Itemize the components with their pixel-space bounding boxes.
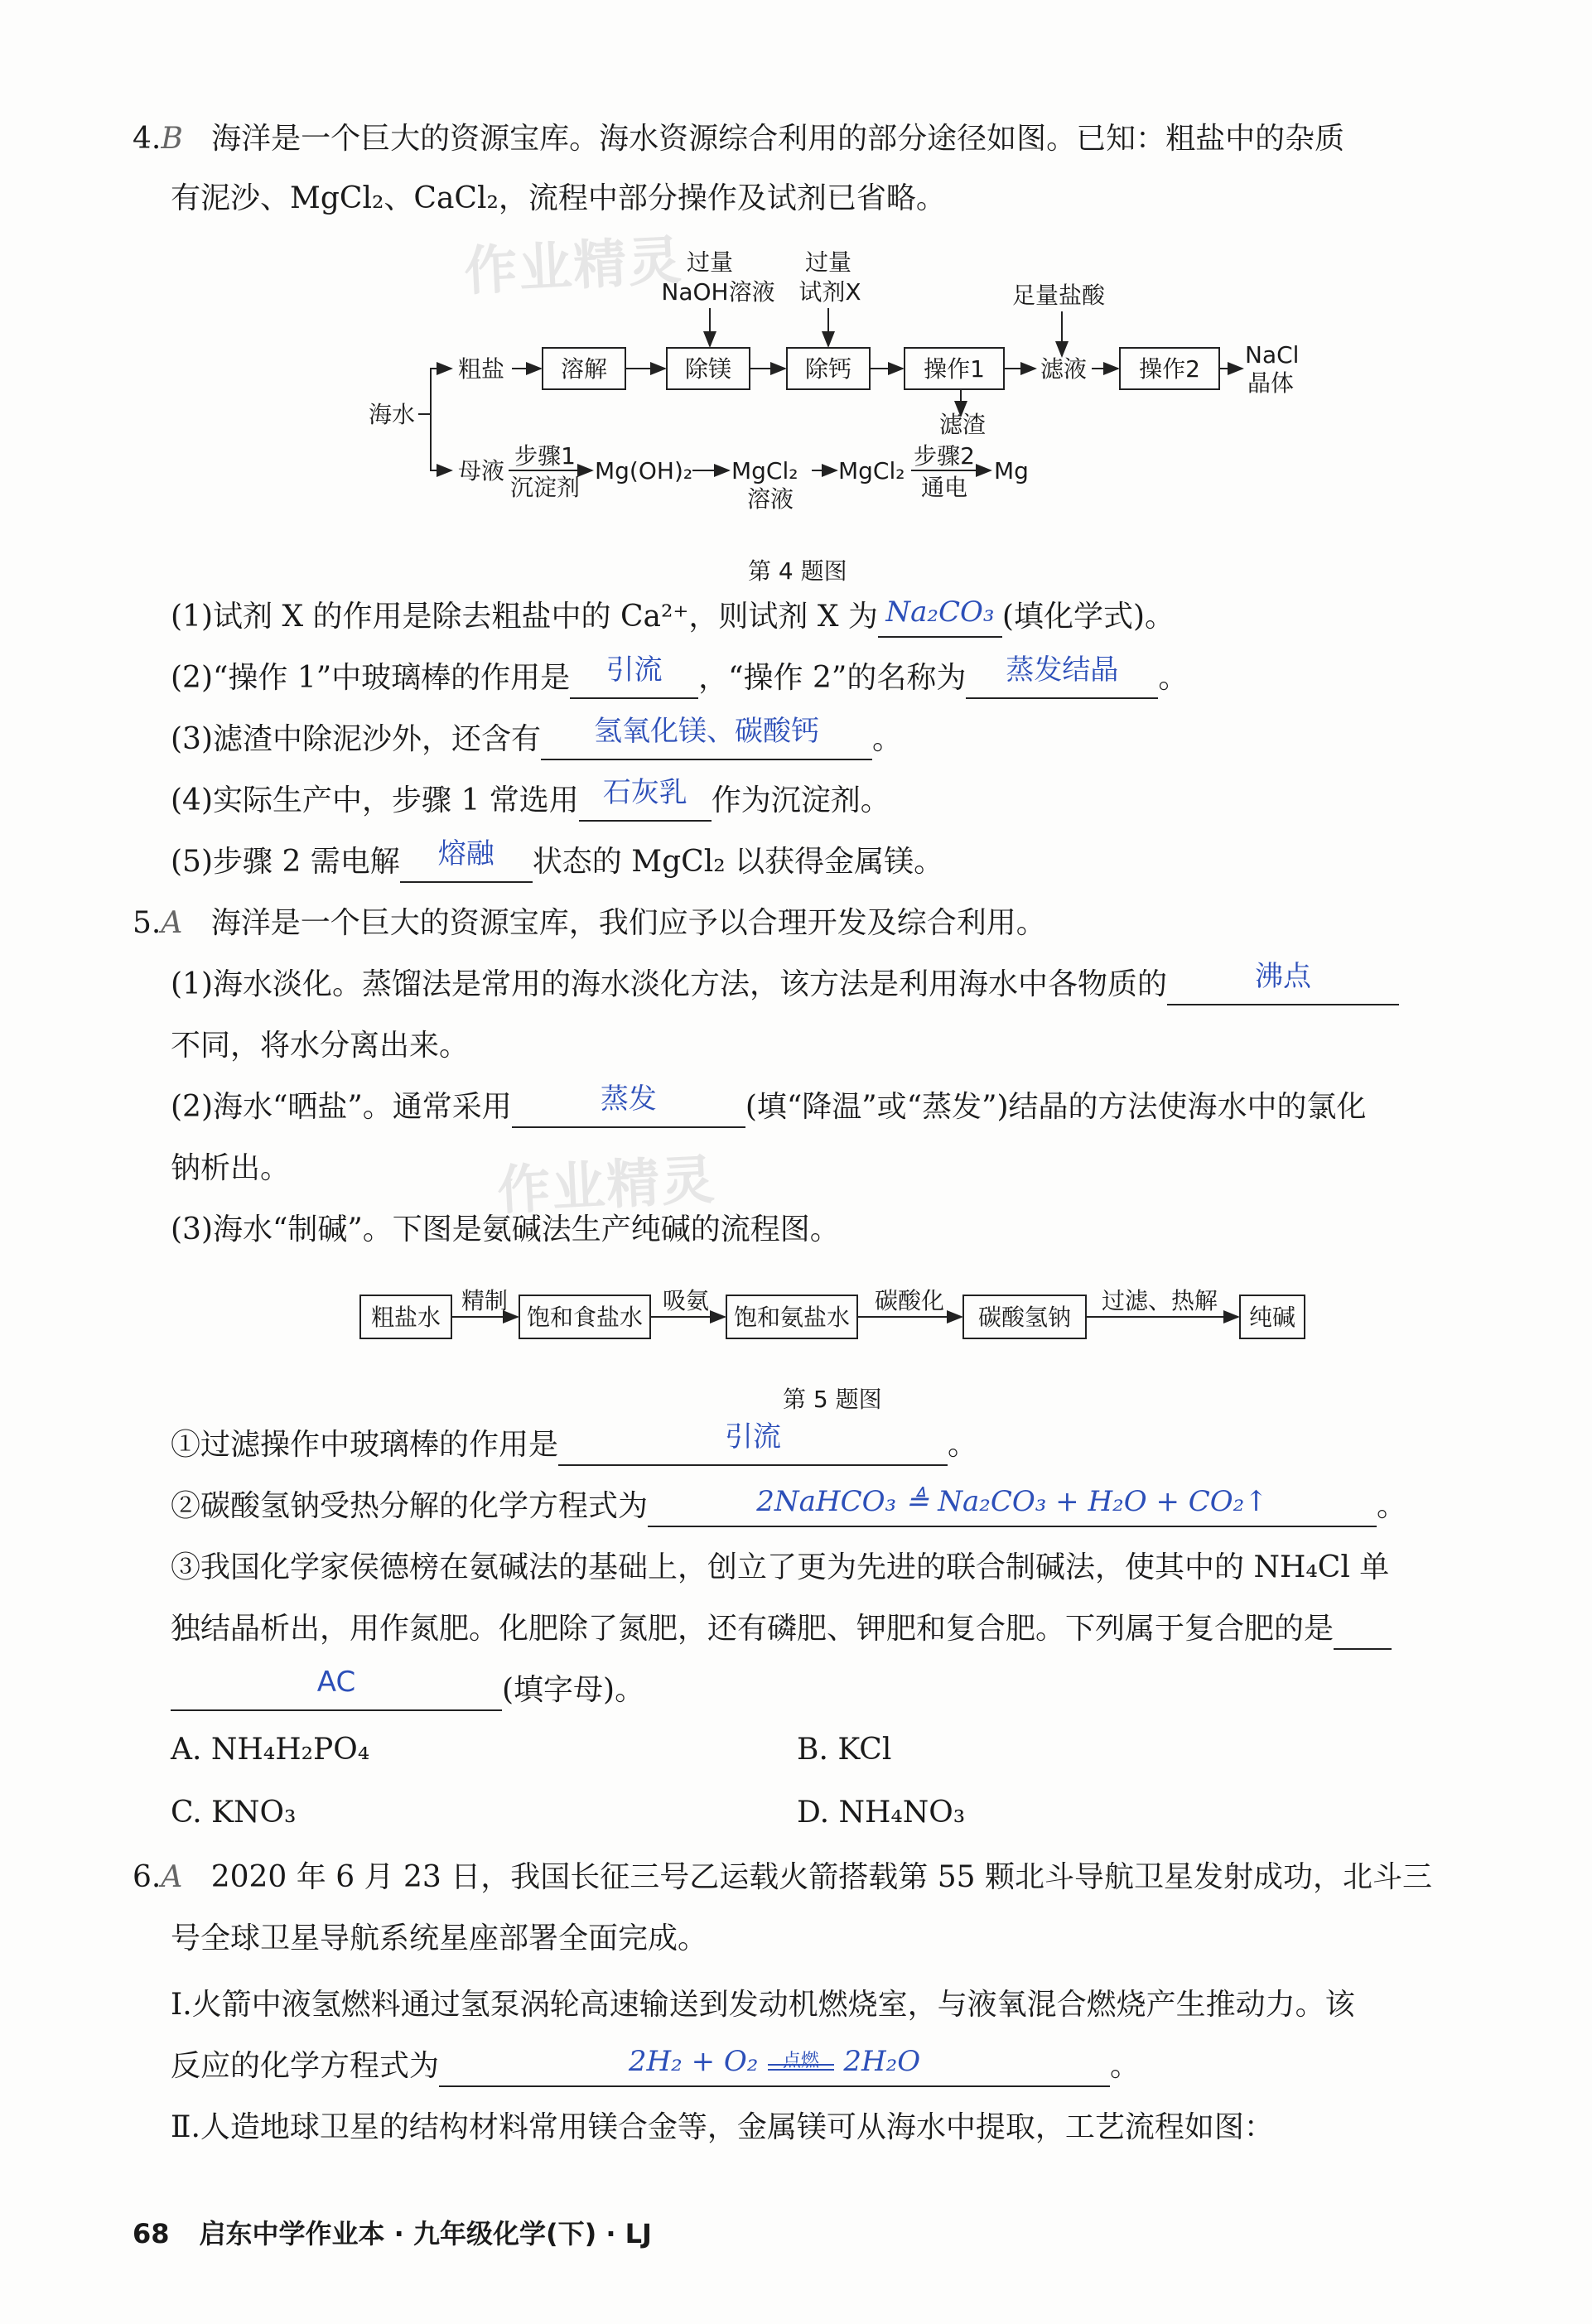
- q6-answer-condition: [768, 2051, 834, 2071]
- q5-sub2-suffix: 。: [1377, 1489, 1407, 1523]
- q5-part2-cont: 钠析出。: [171, 1151, 291, 1185]
- label-reagent2-b: 试剂X: [798, 278, 861, 306]
- q5-option-d: D. NH₄NO₃: [797, 1796, 966, 1830]
- label-precipitant: 沉淀剂: [509, 474, 581, 501]
- q4-part5-suffix: 状态的 MgCl₂ 以获得金属镁。: [532, 845, 944, 879]
- label-crude-brine: 粗盐水: [370, 1304, 441, 1331]
- label-remove-ca: 除钙: [804, 355, 852, 383]
- q4-part5-text: (5)步骤 2 需电解: [171, 845, 400, 879]
- q5-part2-suffix: (填“降温”或“蒸发”)结晶的方法使海水中的氯化: [745, 1090, 1367, 1124]
- q5-sub2-text: ②碳酸氢钠受热分解的化学方程式为: [171, 1489, 649, 1523]
- q5-part1-cont: 不同，将水分离出来。: [171, 1029, 470, 1063]
- q5-sub2-answer: 2NaHCO₃ ≜ Na₂CO₃ + H₂O + CO₂↑: [756, 1485, 1268, 1518]
- q5-part2-answer: 蒸发: [600, 1082, 657, 1116]
- q6-part2-line: Ⅱ.人造地球卫星的结构材料常用镁合金等，金属镁可从海水中提取，工艺流程如图：: [171, 2110, 1274, 2144]
- q4-caption: 第 4 题图: [748, 557, 847, 585]
- label-mother-liquor: 母液: [458, 457, 505, 485]
- q4-part1-text: (1)试剂 X 的作用是除去粗盐中的 Ca²⁺，则试剂 X 为: [171, 600, 878, 634]
- q5-sub2: [171, 1487, 1406, 1527]
- label-op1: 操作1: [924, 355, 985, 383]
- label-refine: 精制: [461, 1287, 509, 1314]
- book-title: 启东中学作业本 · 九年级化学(下) · LJ: [199, 2218, 652, 2249]
- label-crystal: 晶体: [1247, 369, 1295, 397]
- label-dissolve: 溶解: [560, 355, 608, 383]
- q4-part3-suffix: 。: [872, 722, 903, 756]
- q5-caption: 第 5 题图: [783, 1386, 882, 1413]
- q5-sub1-text: ①过滤操作中玻璃棒的作用是: [171, 1428, 559, 1462]
- q5-option-c: C. KNO₃: [171, 1796, 297, 1830]
- q6-number: 6.: [133, 1860, 162, 1894]
- label-soda-ash: 纯碱: [1248, 1304, 1296, 1331]
- label-ammoniated-brine: 饱和氨盐水: [733, 1304, 851, 1331]
- q4-part4-text: (4)实际生产中，步骤 1 常选用: [171, 784, 579, 817]
- q6-stem-line1: 2020 年 6 月 23 日，我国长征三号乙运载火箭搭载第 55 颗北斗导航卫星发射成功，北斗三: [210, 1860, 1432, 1894]
- label-filtrate: 滤液: [1040, 355, 1088, 383]
- q4-part2-answer1: 引流: [605, 653, 663, 687]
- label-step1: 步骤1: [514, 442, 576, 470]
- q6-part1-line1: Ⅰ.火箭中液氢燃料通过氢泵涡轮高速输送到发动机燃烧室，与液氧混合燃烧产生推动力。该: [171, 1988, 1355, 2022]
- q4-part1-answer: Na₂CO₃: [885, 595, 995, 629]
- label-mgcl2: MgCl₂: [838, 457, 905, 485]
- q4-level: B: [161, 122, 183, 156]
- q4-part5-answer: 熔融: [437, 837, 494, 870]
- q6-line1: [133, 1859, 1432, 1897]
- q6-part1-suffix: 。: [1110, 2049, 1141, 2083]
- watermark-1: 作业精灵: [462, 230, 685, 303]
- q5-part1-answer: 沸点: [1255, 960, 1311, 993]
- label-mgcl2-solution-b: 溶液: [746, 485, 794, 513]
- q6-level: A: [161, 1860, 183, 1894]
- q6-answer-rhs: 2H₂O: [843, 2045, 921, 2078]
- label-mgcl2-solution-a: MgCl₂: [731, 457, 798, 485]
- q5-number: 5.: [133, 906, 162, 940]
- q5-sub3-answer: AC: [316, 1666, 356, 1699]
- q5-part1-text: (1)海水淡化。蒸馏法是常用的海水淡化方法，该方法是利用海水中各物质的: [171, 967, 1167, 1001]
- q5-sub3-line1: ③我国化学家侯德榜在氨碱法的基础上，创立了更为先进的联合制碱法，使其中的 NH₄Cl 单: [171, 1550, 1390, 1584]
- q5-part3: (3)海水“制碱”。下图是氨碱法生产纯碱的流程图。: [171, 1213, 840, 1246]
- label-seawater: 海水: [369, 401, 416, 428]
- q4-stem-line1: 海洋是一个巨大的资源宝库。海水资源综合利用的部分途径如图。已知：粗盐中的杂质: [211, 122, 1345, 156]
- q5-option-a: A. NH₄H₂PO₄: [171, 1733, 370, 1767]
- label-carbonation: 碳酸化: [874, 1287, 945, 1314]
- q4-stem-line2: 有泥沙、MgCl₂、CaCl₂，流程中部分操作及试剂已省略。: [171, 181, 946, 215]
- label-hcl: 足量盐酸: [1011, 282, 1106, 309]
- q4-part2-suffix: 。: [1158, 661, 1189, 695]
- label-remove-mg: 除镁: [684, 355, 732, 383]
- label-filter-heat: 过滤、热解: [1101, 1287, 1218, 1314]
- q6-part1-text: 反应的化学方程式为: [171, 2049, 440, 2083]
- q6-answer-condition-text: 点燃: [782, 2051, 819, 2071]
- q4-part2-mid: ，“操作 2”的名称为: [698, 661, 967, 695]
- label-electrolysis: 通电: [920, 474, 968, 501]
- label-residue: 滤渣: [938, 411, 987, 438]
- q6-stem-line2: 号全球卫星导航系统星座部署全面完成。: [171, 1921, 708, 1955]
- q6-part1-line2: [171, 2047, 1140, 2087]
- page-footer: [133, 2213, 652, 2251]
- q5-level: A: [161, 906, 183, 940]
- q6-answer-lhs: 2H₂ + O₂: [628, 2045, 759, 2078]
- q4-part1-suffix: (填化学式)。: [1001, 600, 1175, 634]
- q4-part3-text: (3)滤渣中除泥沙外，还含有: [171, 722, 541, 756]
- q5-part2-text: (2)海水“晒盐”。通常采用: [171, 1090, 512, 1124]
- q5-sub3-suffix: (填字母)。: [502, 1673, 645, 1707]
- watermark-2: 作业精灵: [495, 1150, 718, 1222]
- label-nacl: NaCl: [1245, 341, 1300, 369]
- q4-part2-text: (2)“操作 1”中玻璃棒的作用是: [171, 661, 571, 695]
- page-number: 68: [133, 2218, 170, 2249]
- label-saturated-brine: 饱和食盐水: [526, 1304, 644, 1331]
- label-op2: 操作2: [1139, 355, 1200, 383]
- q4-part2-answer2: 蒸发结晶: [1006, 653, 1119, 687]
- q5-sub3-line3: [171, 1666, 645, 1711]
- label-mgoh2: Mg(OH)₂: [595, 457, 693, 485]
- label-crude-salt: 粗盐: [458, 355, 505, 383]
- q5-sub3-line2: [171, 1610, 1392, 1650]
- label-absorb-ammonia: 吸氨: [662, 1287, 710, 1314]
- label-step2: 步骤2: [914, 442, 975, 470]
- q4-number: 4.: [133, 122, 162, 156]
- q5-sub1-answer: 引流: [725, 1420, 782, 1454]
- label-reagent1-b: NaOH溶液: [661, 278, 775, 306]
- q4-part3-answer: 氢氧化镁、碳酸钙: [594, 715, 819, 748]
- q4-part4-answer: 石灰乳: [602, 776, 687, 809]
- label-reagent1-a: 过量: [686, 248, 734, 276]
- q5-sub3-line2-text: 独结晶析出，用作氮肥。化肥除了氮肥，还有磷肥、钾肥和复合肥。下列属于复合肥的是: [171, 1612, 1334, 1646]
- q5-option-b: B. KCl: [797, 1733, 892, 1767]
- label-reagent2-a: 过量: [804, 248, 852, 276]
- q4-part4-suffix: 作为沉淀剂。: [711, 784, 890, 817]
- q5-stem: 海洋是一个巨大的资源宝库，我们应予以合理开发及综合利用。: [210, 906, 1046, 940]
- label-mg: Mg: [994, 457, 1029, 485]
- q5-sub1: [171, 1420, 978, 1466]
- label-sodium-bicarbonate: 碳酸氢钠: [977, 1304, 1072, 1331]
- q5-sub1-suffix: 。: [948, 1428, 978, 1462]
